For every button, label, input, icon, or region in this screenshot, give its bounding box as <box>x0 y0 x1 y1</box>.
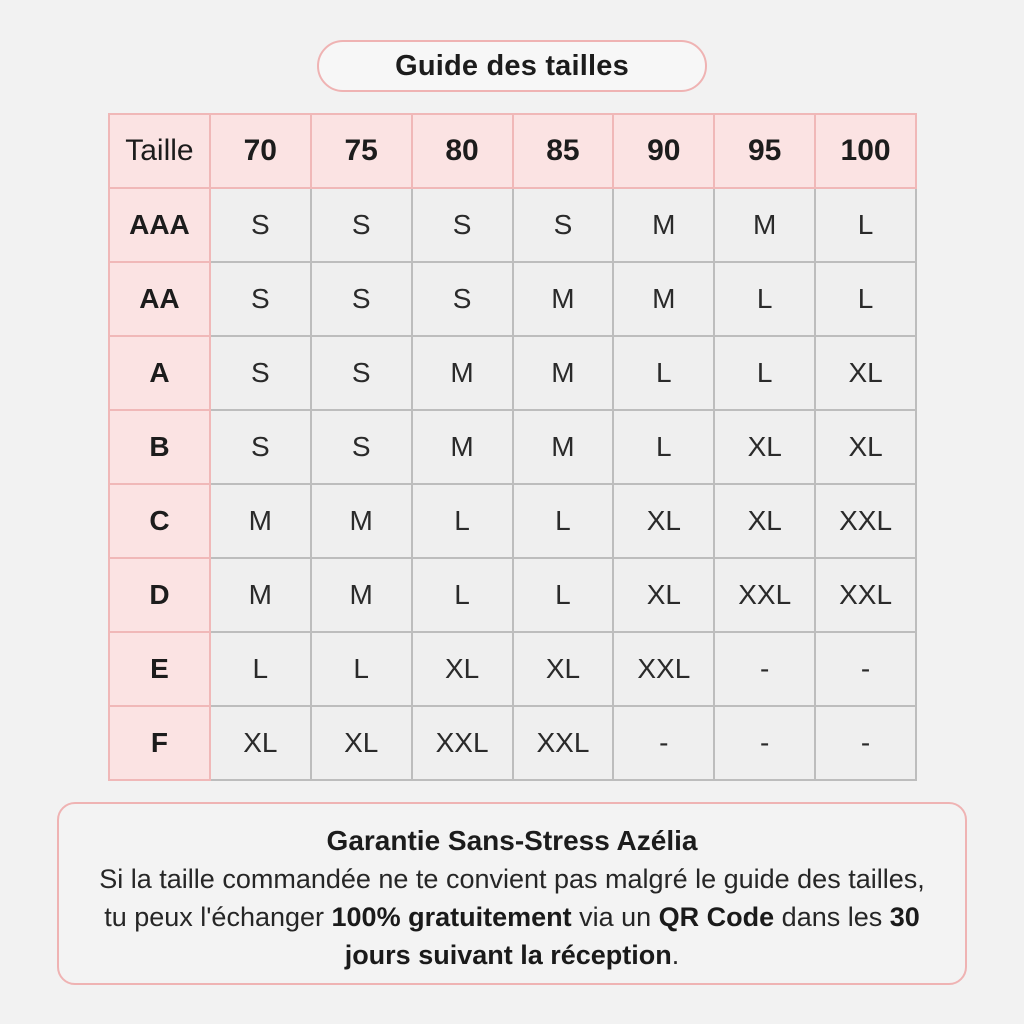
page-title: Guide des tailles <box>317 40 707 92</box>
table-cell: M <box>412 410 513 484</box>
guarantee-highlight-free: 100% gratuitement <box>331 902 572 932</box>
row-header: B <box>109 410 210 484</box>
table-cell: L <box>815 262 916 336</box>
table-row <box>109 336 916 410</box>
table-cell: - <box>714 632 815 706</box>
table-row <box>109 188 916 262</box>
column-header: 100 <box>815 114 916 188</box>
table-cell: S <box>311 188 412 262</box>
table-cell: XL <box>412 632 513 706</box>
column-header: 70 <box>210 114 311 188</box>
row-header: A <box>109 336 210 410</box>
table-cell: - <box>613 706 714 780</box>
table-cell: M <box>714 188 815 262</box>
table-row <box>109 632 916 706</box>
table-cell: M <box>311 558 412 632</box>
row-header: E <box>109 632 210 706</box>
guarantee-highlight-qr: QR Code <box>658 902 775 932</box>
table-cell: XXL <box>513 706 614 780</box>
table-cell: M <box>311 484 412 558</box>
table-cell: L <box>412 558 513 632</box>
table-cell: S <box>210 262 311 336</box>
table-cell: S <box>412 188 513 262</box>
corner-label: Taille <box>109 114 210 188</box>
table-row <box>109 484 916 558</box>
size-guide-table <box>108 113 917 781</box>
table-cell: S <box>210 188 311 262</box>
row-header: AA <box>109 262 210 336</box>
table-cell: XL <box>714 484 815 558</box>
table-row <box>109 558 916 632</box>
table-cell: L <box>311 632 412 706</box>
table-cell: - <box>815 706 916 780</box>
guarantee-text-part: via un <box>571 902 659 932</box>
table-cell: L <box>714 262 815 336</box>
guarantee-highlight-days: 30 jours suivant la réception <box>344 902 920 970</box>
table-cell: S <box>210 336 311 410</box>
guarantee-box <box>57 802 967 985</box>
table-cell: XL <box>513 632 614 706</box>
table-cell: XL <box>613 558 714 632</box>
table-cell: L <box>613 410 714 484</box>
table-cell: XXL <box>412 706 513 780</box>
table-cell: XL <box>815 410 916 484</box>
table-cell: S <box>311 410 412 484</box>
column-header: 90 <box>613 114 714 188</box>
column-header: 85 <box>513 114 614 188</box>
table-cell: L <box>412 484 513 558</box>
guarantee-text-part: Si la taille commandée ne te convient pas malgré le guide des tailles, tu peux l'échanger <box>99 864 925 932</box>
table-cell: M <box>210 558 311 632</box>
guarantee-title: Garantie Sans-Stress Azélia <box>326 825 698 856</box>
table-cell: XL <box>210 706 311 780</box>
table-cell: M <box>613 262 714 336</box>
table-cell: M <box>513 410 614 484</box>
column-header: 75 <box>311 114 412 188</box>
table-cell: XXL <box>815 484 916 558</box>
row-header: D <box>109 558 210 632</box>
table-cell: S <box>311 262 412 336</box>
table-cell: L <box>613 336 714 410</box>
table-cell: M <box>412 336 513 410</box>
row-header: F <box>109 706 210 780</box>
guarantee-text-part: dans les <box>774 902 890 932</box>
table-cell: XL <box>311 706 412 780</box>
table-cell: - <box>714 706 815 780</box>
column-header: 80 <box>412 114 513 188</box>
table-cell: M <box>613 188 714 262</box>
table-cell: XXL <box>613 632 714 706</box>
guarantee-text-part: . <box>671 940 680 970</box>
table-cell: L <box>815 188 916 262</box>
table-cell: XXL <box>815 558 916 632</box>
table-cell: XL <box>613 484 714 558</box>
table-row <box>109 410 916 484</box>
table-cell: XXL <box>714 558 815 632</box>
table-cell: M <box>210 484 311 558</box>
table-body <box>109 188 916 780</box>
table-cell: S <box>513 188 614 262</box>
table-cell: XL <box>714 410 815 484</box>
table-row <box>109 706 916 780</box>
table-header <box>109 114 916 188</box>
table-cell: S <box>412 262 513 336</box>
table-cell: L <box>513 484 614 558</box>
table-cell: S <box>311 336 412 410</box>
header-row <box>109 114 916 188</box>
table-cell: M <box>513 336 614 410</box>
column-header: 95 <box>714 114 815 188</box>
table-cell: L <box>210 632 311 706</box>
table-cell: L <box>714 336 815 410</box>
table-cell: XL <box>815 336 916 410</box>
guarantee-text <box>59 860 965 974</box>
table-cell: M <box>513 262 614 336</box>
table-cell: L <box>513 558 614 632</box>
table-row <box>109 262 916 336</box>
table-cell: - <box>815 632 916 706</box>
table-cell: S <box>210 410 311 484</box>
row-header: AAA <box>109 188 210 262</box>
row-header: C <box>109 484 210 558</box>
